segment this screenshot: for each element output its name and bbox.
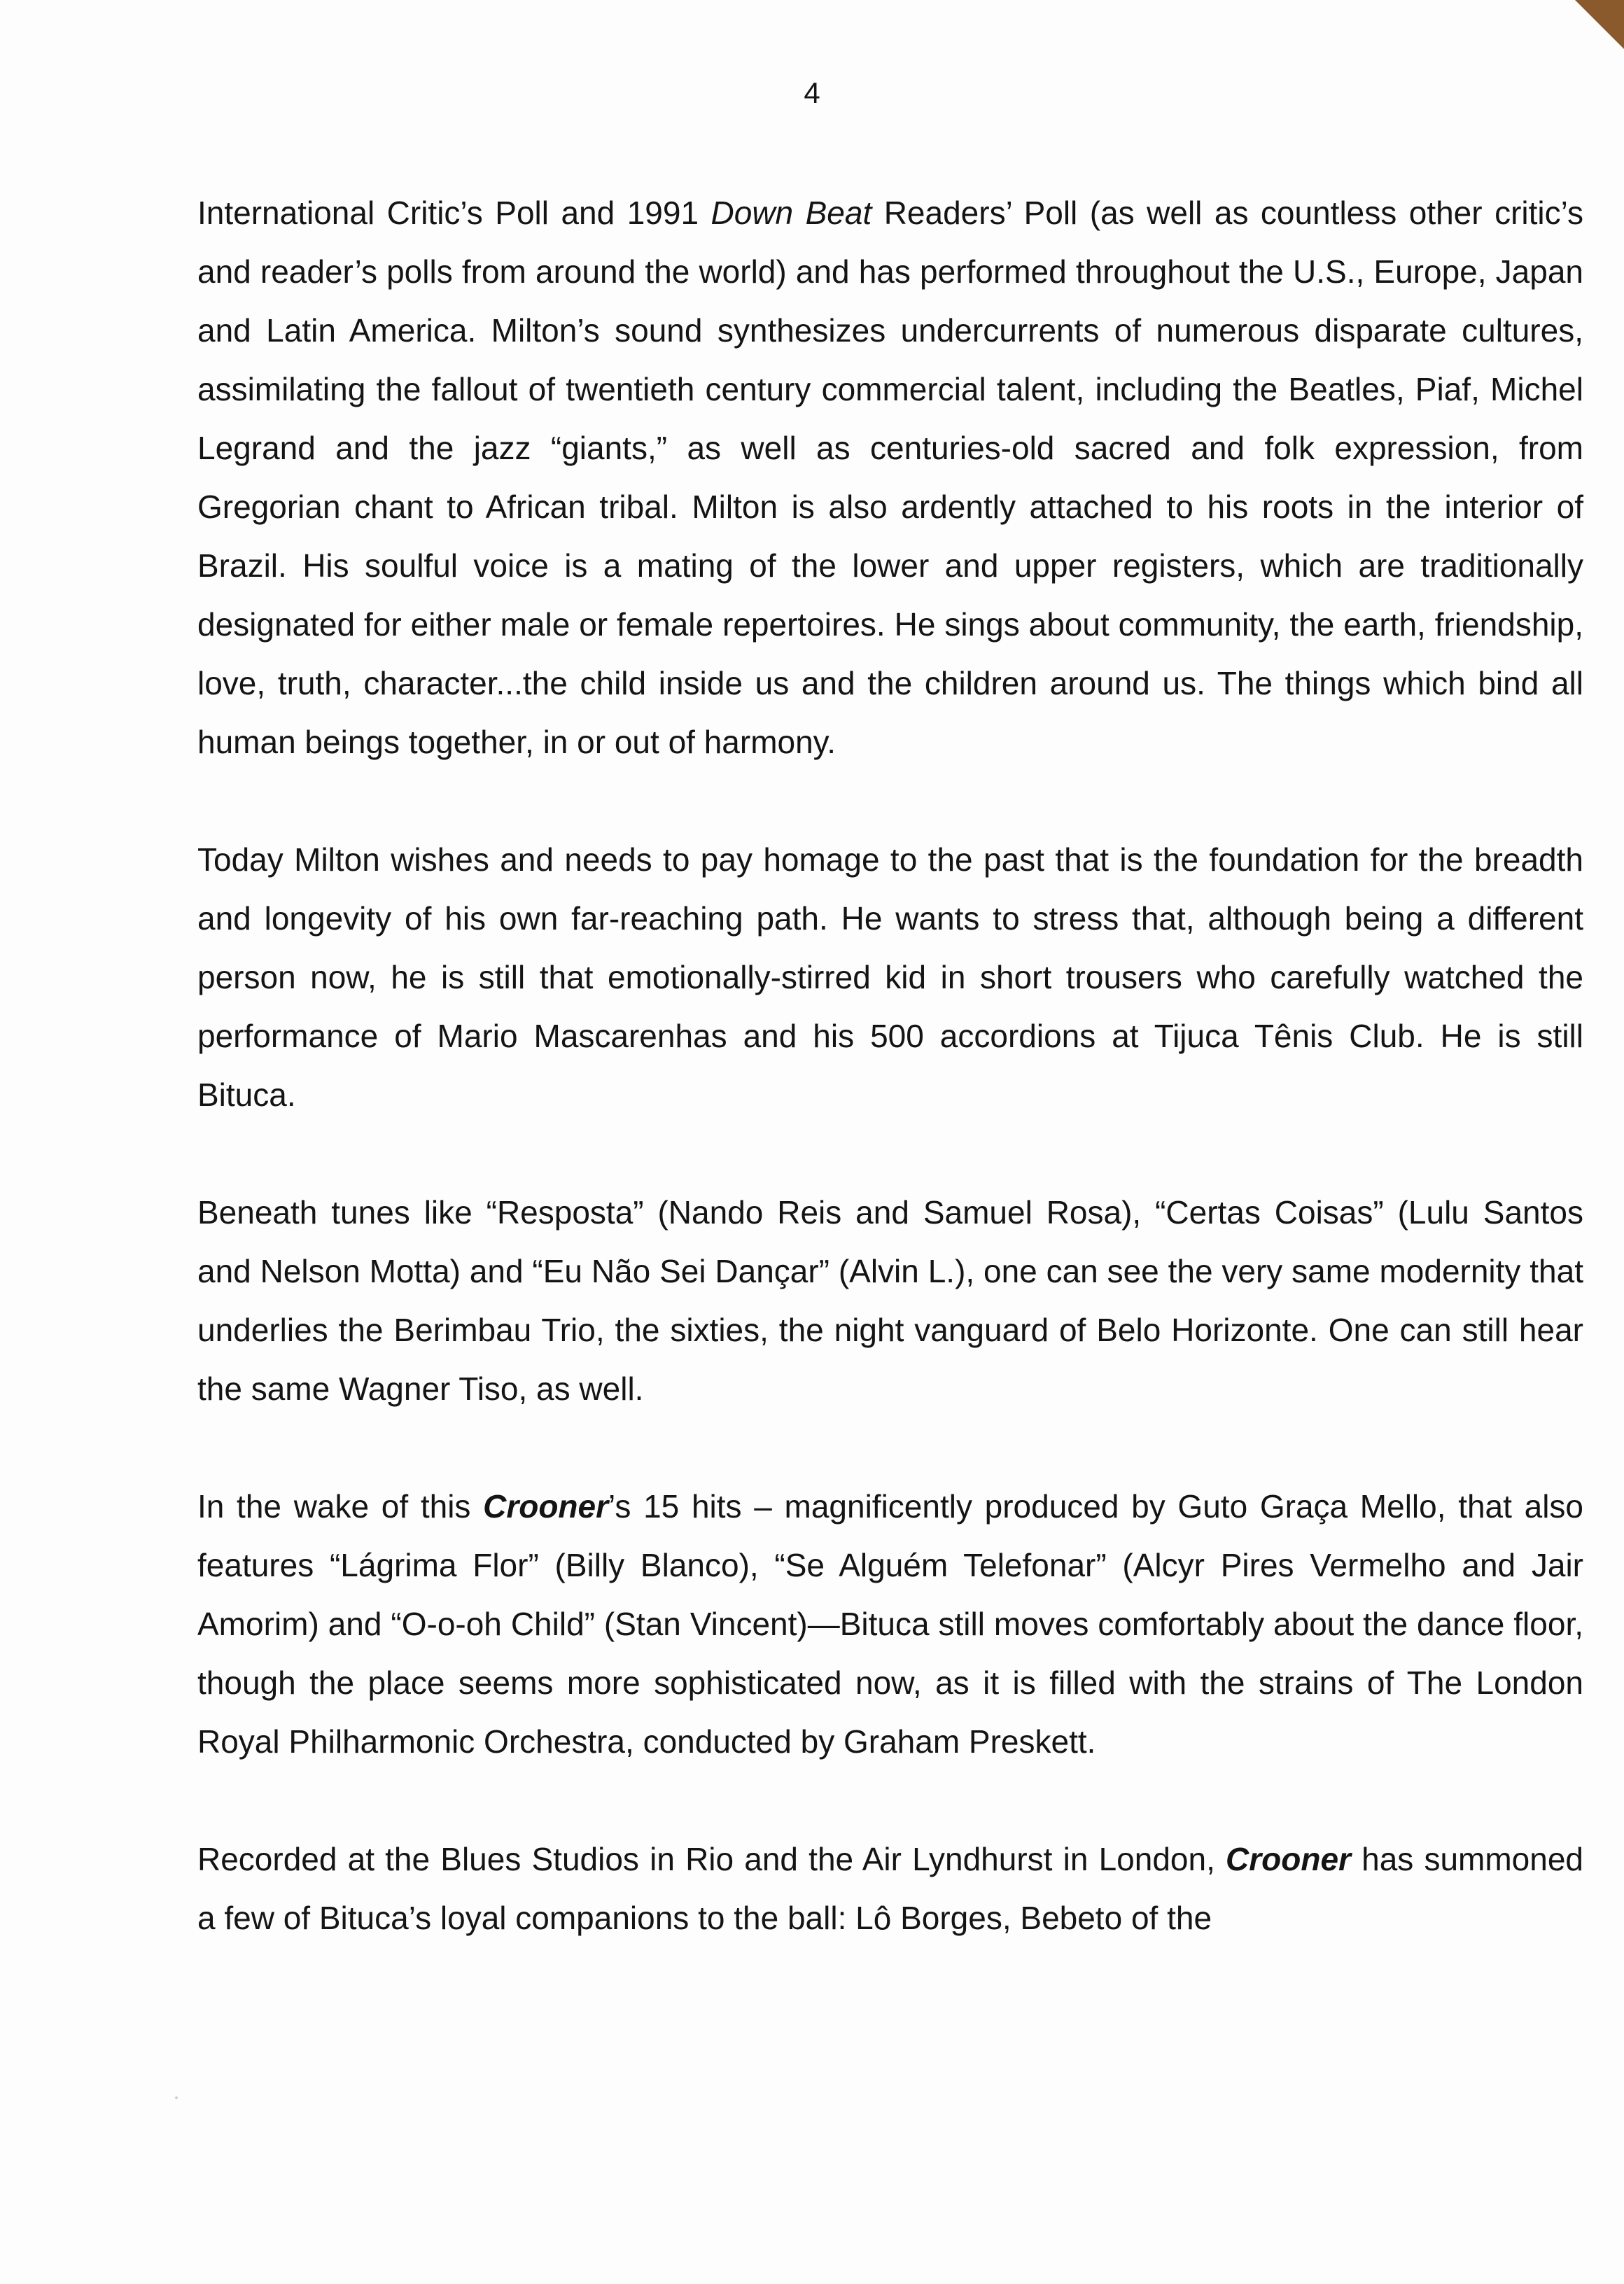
paragraph-4-part-a: In the wake of this: [197, 1488, 484, 1525]
crooner-album-title-2: Crooner: [1226, 1841, 1351, 1877]
paragraph-3: Beneath tunes like “Resposta” (Nando Reis and Samuel Rosa), “Certas Coisas” (Lulu Santos and Nelson Motta) and “Eu Não Sei Dançar” (Alvin L.), one can see the very same modernity that underlies the Berimbau Trio, the sixties, the night vanguard of Belo Horizonte. One can still hear the same Wagner Tiso, as well.: [197, 1194, 1583, 1407]
paragraph-5-part-c: has summoned a few of Bituca’s loyal companions to the ball: Lô Borges, Bebeto of the: [197, 1841, 1584, 1936]
scan-corner-mark: [1575, 0, 1624, 49]
down-beat-title: Down Beat: [710, 195, 872, 231]
paragraph-1-part-c: Readers’ Poll (as well as countless other critic’s and reader’s polls from around the world) and has performed throughout the U.S., Europe, Japan and Latin America. Milton’s sound synthesizes undercurrents of numerous disparate cultures, assimilating the fallout of twentieth century commercial talent, including the Beatles, Piaf, Michel Legrand and the jazz “giants,” as well as centuries-old sacred and folk expression, from Gregorian chant to African tribal. Milton is also ardently attached to his roots in the interior of Brazil. His soulful voice is a mating of the lower and upper registers, which are traditionally designated for either male or female repertoires. He sings about community, the earth, friendship, love, truth, character...the child inside us and the children around us. The things which bind all human beings together, in or out of harmony.: [197, 195, 1583, 760]
body-text: [197, 183, 1583, 2006]
paragraph-4-part-c: ’s 15 hits – magnificently produced by Guto Graça Mello, that also features “Lágrima Flor” (Billy Blanco), “Se Alguém Telefonar” (Alcyr Pires Vermelho and Jair Amorim) and “O-o-oh Child” (Stan Vincent)—Bituca still moves comfortably about the dance floor, though the place seems more sophisticated now, as it is filled with the strains of The London Royal Philharmonic Orchestra, conducted by Graham Preskett.: [197, 1488, 1584, 1760]
page-number: 4: [804, 76, 820, 109]
scan-speck: [175, 2096, 178, 2099]
paragraph-5: [197, 1830, 1583, 1947]
paragraph-5-part-a: Recorded at the Blues Studios in Rio and the Air Lyndhurst in London,: [197, 1841, 1226, 1877]
paragraph-1: [197, 183, 1583, 771]
crooner-album-title: Crooner: [483, 1488, 609, 1525]
paragraph-1-part-a: International Critic’s Poll and 1991: [197, 195, 711, 231]
paragraph-2: Today Milton wishes and needs to pay homage to the past that is the foundation for the breadth and longevity of his own far-reaching path. He wants to stress that, although being a different person now, he is still that emotionally-stirred kid in short trousers who carefully watched the performance of Mario Mascarenhas and his 500 accordions at Tijuca Tênis Club. He is still Bituca.: [197, 841, 1583, 1113]
paragraph-4: [197, 1477, 1583, 1771]
